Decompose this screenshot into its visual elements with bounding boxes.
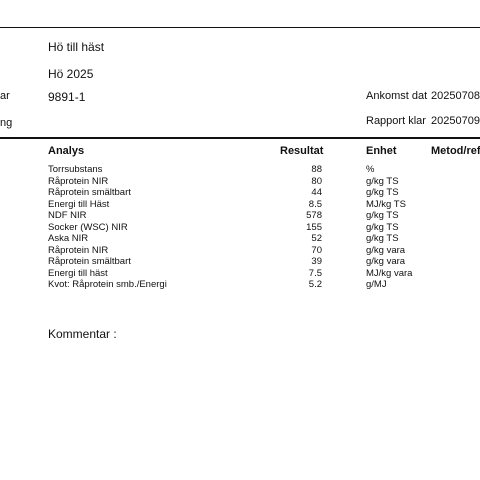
analysis-unit: g/kg TS (366, 210, 399, 221)
analysis-name: Kvot: Råprotein smb./Energi (48, 279, 167, 290)
table-row (0, 210, 480, 222)
column-header-result: Resultat (280, 145, 324, 157)
analysis-unit: g/kg TS (366, 233, 399, 244)
report-ready-label: Rapport klar (366, 115, 426, 127)
analysis-unit: g/kg vara (366, 256, 406, 267)
analysis-name: Råprotein NIR (48, 244, 109, 256)
analysis-name: Socker (WSC) NIR (48, 221, 128, 233)
column-header-unit: Enhet (366, 145, 397, 157)
report-ready-value: 20250709 (431, 115, 480, 127)
results-table (0, 164, 480, 291)
table-row (0, 279, 480, 291)
analysis-name: NDF NIR (48, 210, 87, 221)
table-row (0, 199, 480, 211)
analysis-unit: MJ/kg vara (366, 267, 413, 279)
analysis-unit: g/kg TS (366, 187, 399, 198)
analysis-unit: % (366, 164, 375, 175)
analysis-result: 7.5 (308, 267, 322, 279)
analysis-name: Råprotein smältbart (48, 187, 131, 198)
analysis-result: 44 (311, 187, 322, 198)
analysis-result: 70 (311, 244, 322, 256)
analysis-result: 578 (306, 210, 322, 221)
analysis-name: Energi till häst (48, 267, 108, 279)
analysis-unit: g/kg TS (366, 175, 399, 187)
analysis-result: 80 (311, 175, 322, 187)
sample-number: 9891-1 (48, 90, 86, 104)
sample-name: Hö 2025 (48, 67, 94, 81)
table-row (0, 268, 480, 280)
analysis-result: 155 (306, 221, 322, 233)
left-cut-label-1: ar (0, 90, 10, 102)
left-cut-label-2: ng (0, 117, 13, 129)
arrival-date-label: Ankomst dat (366, 90, 428, 102)
table-row (0, 176, 480, 188)
analysis-name: Aska NIR (48, 233, 89, 244)
analysis-name: Energi till Häst (48, 198, 110, 210)
analysis-unit: g/kg vara (366, 244, 406, 256)
analysis-name: Torrsubstans (48, 164, 103, 175)
table-row (0, 256, 480, 268)
table-row (0, 187, 480, 199)
table-row (0, 245, 480, 257)
analysis-result: 39 (311, 256, 322, 267)
analysis-unit: g/MJ (366, 279, 387, 290)
arrival-date-value: 20250708 (431, 90, 480, 102)
table-row (0, 222, 480, 234)
table-row (0, 233, 480, 245)
analysis-result: 8.5 (308, 198, 322, 210)
product-name: Hö till häst (48, 40, 105, 54)
top-rule (0, 27, 480, 28)
column-header-method: Metod/ref (431, 145, 480, 157)
analysis-name: Råprotein smältbart (48, 256, 131, 267)
analysis-result: 88 (311, 164, 322, 175)
analysis-unit: g/kg TS (366, 221, 399, 233)
comment-label: Kommentar : (48, 327, 117, 341)
analysis-unit: MJ/kg TS (366, 198, 406, 210)
analysis-result: 52 (311, 233, 322, 244)
analysis-name: Råprotein NIR (48, 175, 109, 187)
analysis-result: 5.2 (308, 279, 322, 290)
header-rule (0, 137, 480, 139)
table-row (0, 164, 480, 176)
column-header-analysis: Analys (48, 145, 85, 157)
